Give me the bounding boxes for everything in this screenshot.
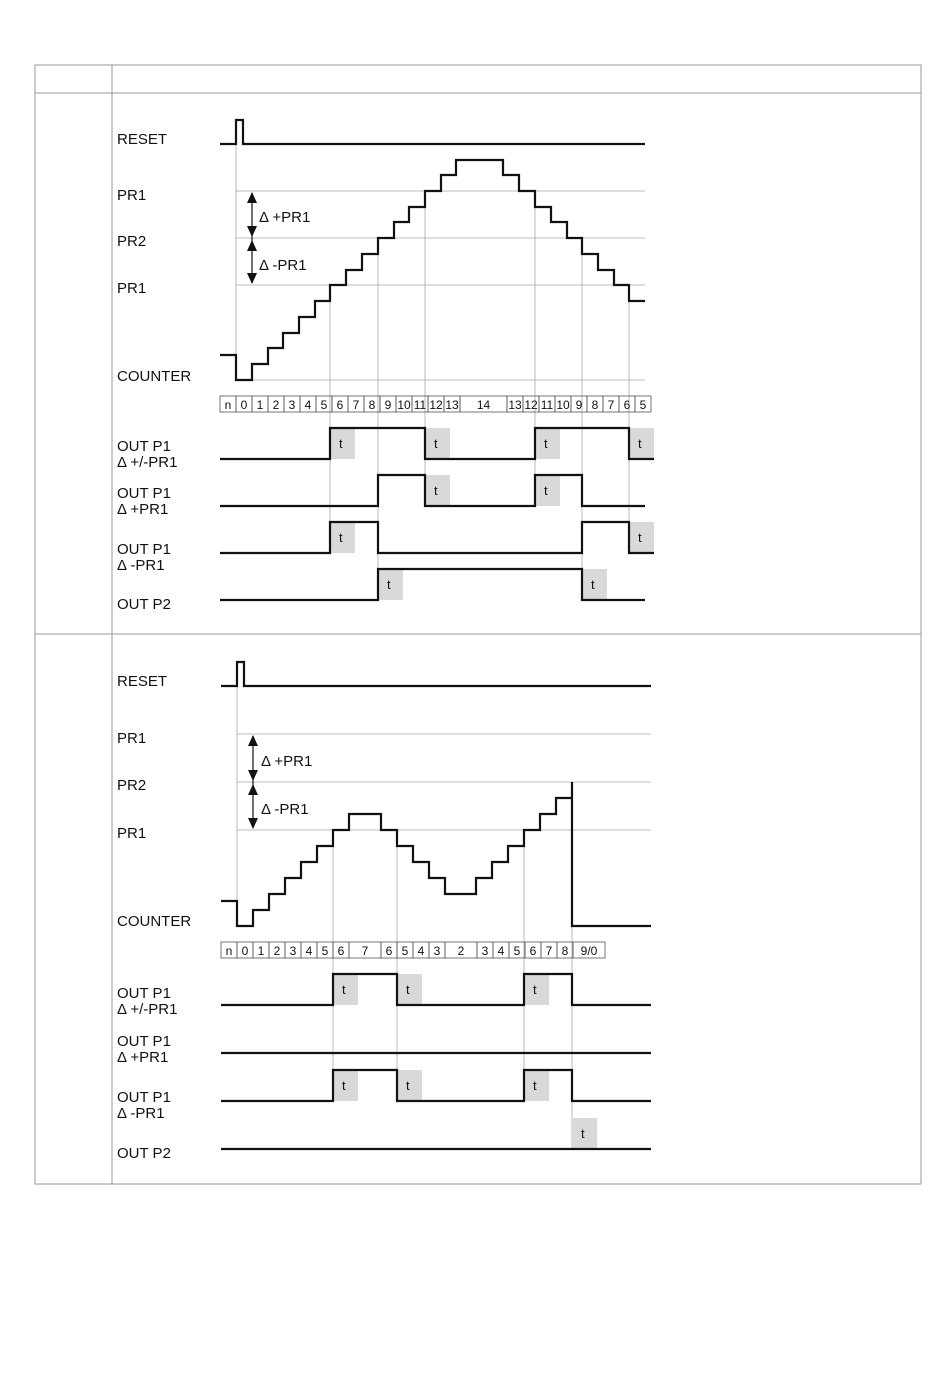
delta-plus-label: Δ +PR1 bbox=[261, 753, 313, 770]
counter-cell-value: 14 bbox=[476, 398, 491, 412]
out-m-signal bbox=[220, 522, 654, 553]
counter-cell-value: 3 bbox=[481, 944, 489, 958]
out-pm-sublabel: Δ +/-PR1 bbox=[117, 1001, 178, 1018]
counter-cell-value: 3 bbox=[433, 944, 441, 958]
counter-cell-value: 6 bbox=[337, 944, 345, 958]
pr1-bottom-label: PR1 bbox=[117, 280, 147, 297]
counter-cell-value: 7 bbox=[607, 398, 615, 412]
counter-cell-value: 12 bbox=[524, 398, 538, 412]
delta-plus-label: Δ +PR1 bbox=[259, 209, 311, 226]
t-boxes bbox=[334, 974, 597, 1149]
counter-cell-value: 1 bbox=[256, 398, 264, 412]
t-label: t bbox=[339, 530, 343, 545]
counter-cell-value: 6 bbox=[385, 944, 393, 958]
counter-cell-value: 0 bbox=[240, 398, 248, 412]
counter-cells bbox=[220, 396, 651, 412]
out-pm-label: OUT P1 bbox=[117, 438, 171, 455]
counter-cell-value: 11 bbox=[413, 398, 427, 412]
counter-cell-value: 8 bbox=[591, 398, 599, 412]
counter-cell-value: n bbox=[224, 398, 232, 412]
out-p2-signal bbox=[220, 569, 645, 600]
counter-cell-value: 2 bbox=[457, 944, 465, 958]
counter-cell-value: 10 bbox=[556, 398, 570, 412]
out-pm-signal bbox=[221, 974, 651, 1005]
counter-cell-value: 3 bbox=[289, 944, 297, 958]
out-p2-label: OUT P2 bbox=[117, 596, 171, 613]
counter-cell-value: 12 bbox=[429, 398, 443, 412]
out-m-signal bbox=[221, 1070, 651, 1101]
t-label: t bbox=[406, 1078, 410, 1093]
counter-cell-value: 4 bbox=[417, 944, 425, 958]
out-m-sublabel: Δ -PR1 bbox=[117, 1105, 165, 1122]
counter-cell-value: 5 bbox=[639, 398, 647, 412]
t-label: t bbox=[638, 530, 642, 545]
counter-cell-value: 4 bbox=[497, 944, 505, 958]
panel-2 bbox=[117, 662, 651, 1162]
counter-cell-value: 13 bbox=[508, 398, 522, 412]
counter-cell-value: 1 bbox=[257, 944, 265, 958]
reset-signal bbox=[221, 662, 651, 686]
counter-cell-value: 4 bbox=[304, 398, 312, 412]
pr1-bottom-label: PR1 bbox=[117, 825, 147, 842]
counter-cell-value: 6 bbox=[529, 944, 537, 958]
out-p-label: OUT P1 bbox=[117, 1033, 171, 1050]
counter-cell-value: 5 bbox=[513, 944, 521, 958]
t-label: t bbox=[406, 982, 410, 997]
counter-cell-value: 5 bbox=[320, 398, 328, 412]
t-label: t bbox=[533, 982, 537, 997]
counter-cell-value: 8 bbox=[561, 944, 569, 958]
out-m-label: OUT P1 bbox=[117, 541, 171, 558]
panel-1 bbox=[117, 119, 654, 613]
out-m-label: OUT P1 bbox=[117, 1089, 171, 1106]
pr1-top-label: PR1 bbox=[117, 730, 147, 747]
counter-cell-value: 11 bbox=[540, 398, 554, 412]
counter-label: COUNTER bbox=[117, 913, 192, 930]
pr1-top-label: PR1 bbox=[117, 187, 147, 204]
t-boxes bbox=[331, 428, 654, 600]
t-label: t bbox=[339, 436, 343, 451]
counter-cell-value: 6 bbox=[623, 398, 631, 412]
counter-cell-value: 5 bbox=[321, 944, 329, 958]
counter-cell-value: 9/0 bbox=[580, 944, 598, 958]
t-label: t bbox=[434, 483, 438, 498]
out-m-sublabel: Δ -PR1 bbox=[117, 557, 165, 574]
counter-cell-value: 0 bbox=[241, 944, 249, 958]
out-pm-sublabel: Δ +/-PR1 bbox=[117, 454, 178, 471]
delta-minus-label: Δ -PR1 bbox=[261, 801, 309, 818]
t-label: t bbox=[544, 436, 548, 451]
t-label: t bbox=[434, 436, 438, 451]
counter-cell-value: 9 bbox=[384, 398, 392, 412]
out-p2-label: OUT P2 bbox=[117, 1145, 171, 1162]
counter-label: COUNTER bbox=[117, 368, 192, 385]
counter-cell-value: 6 bbox=[336, 398, 344, 412]
reset-signal bbox=[220, 120, 645, 144]
counter-cell-value: 3 bbox=[288, 398, 296, 412]
out-p-sublabel: Δ +PR1 bbox=[117, 501, 169, 518]
counter-cells bbox=[221, 942, 605, 958]
counter-cell-value: 4 bbox=[305, 944, 313, 958]
t-label: t bbox=[533, 1078, 537, 1093]
t-label: t bbox=[591, 577, 595, 592]
counter-cell-value: 9 bbox=[575, 398, 583, 412]
reset-label: RESET bbox=[117, 673, 168, 690]
counter-cell-value: n bbox=[225, 944, 233, 958]
counter-cell-value: 7 bbox=[545, 944, 553, 958]
counter-cell-value: 8 bbox=[368, 398, 376, 412]
counter-cell-value: 2 bbox=[273, 944, 281, 958]
out-pm-label: OUT P1 bbox=[117, 985, 171, 1002]
out-p-label: OUT P1 bbox=[117, 485, 171, 502]
panel-2-guides bbox=[237, 663, 651, 1149]
t-label: t bbox=[342, 982, 346, 997]
counter-cell-value: 7 bbox=[361, 944, 369, 958]
pr2-label: PR2 bbox=[117, 233, 147, 250]
counter-cell-value: 13 bbox=[445, 398, 459, 412]
t-label: t bbox=[581, 1126, 585, 1141]
counter-cell-value: 10 bbox=[397, 398, 411, 412]
counter-cell-value: 7 bbox=[352, 398, 360, 412]
t-label: t bbox=[387, 577, 391, 592]
t-label: t bbox=[342, 1078, 346, 1093]
delta-minus-label: Δ -PR1 bbox=[259, 257, 307, 274]
counter-cell-value: 5 bbox=[401, 944, 409, 958]
out-p-sublabel: Δ +PR1 bbox=[117, 1049, 169, 1066]
t-label: t bbox=[544, 483, 548, 498]
t-label: t bbox=[638, 436, 642, 451]
counter-cell-value: 2 bbox=[272, 398, 280, 412]
pr2-label: PR2 bbox=[117, 777, 147, 794]
reset-label: RESET bbox=[117, 131, 168, 148]
